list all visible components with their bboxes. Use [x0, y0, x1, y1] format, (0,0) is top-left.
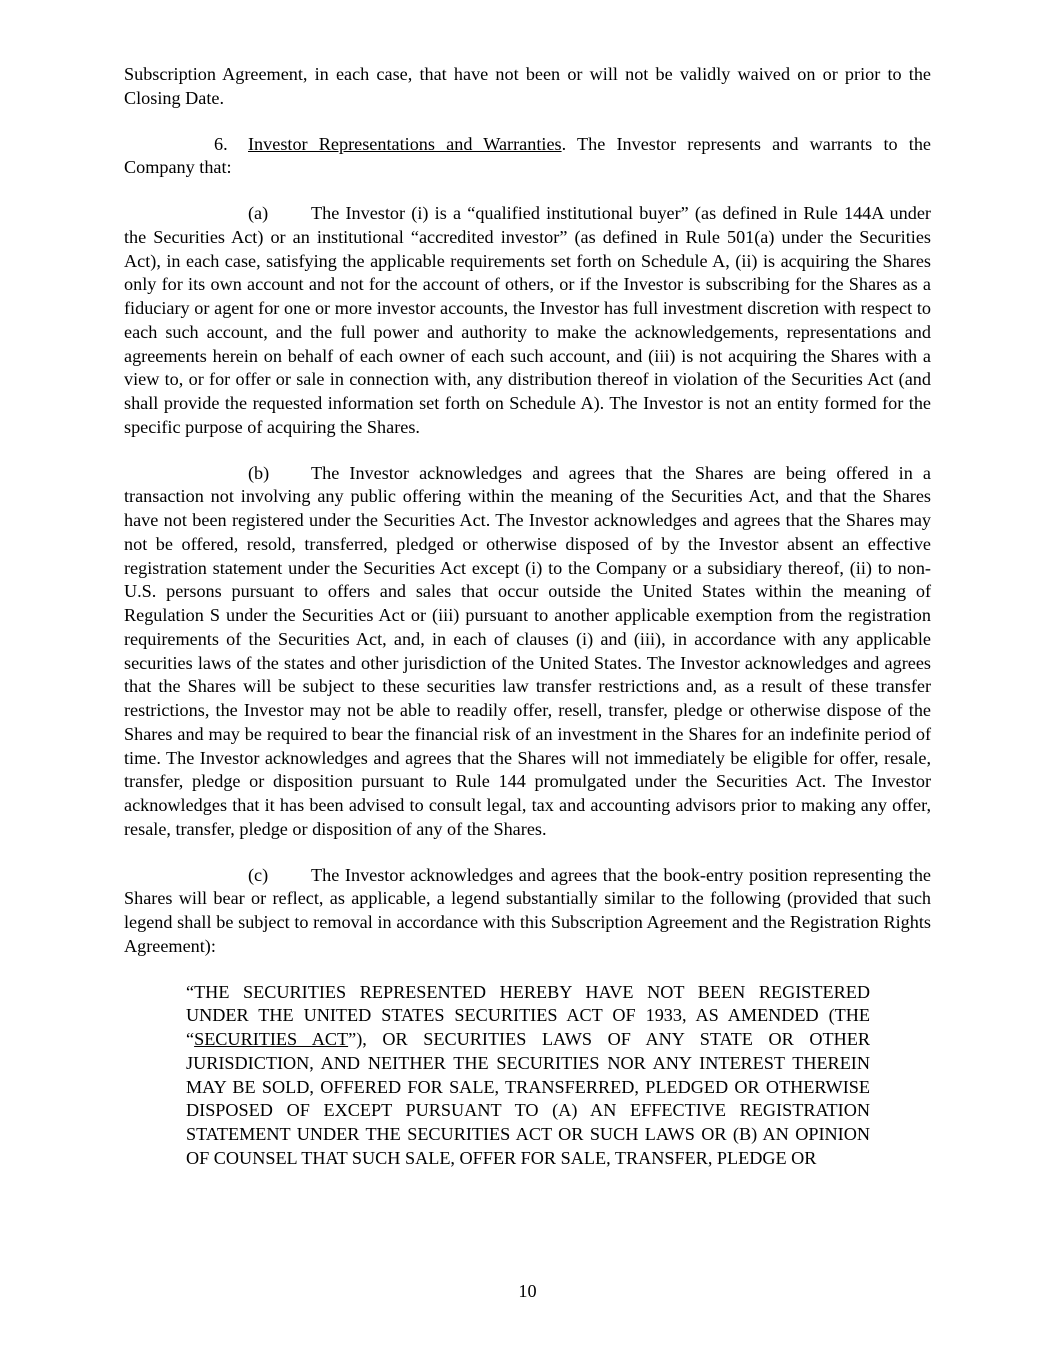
- clause-b-label: (b): [248, 462, 270, 483]
- clause-c-label: (c): [248, 864, 269, 885]
- continuation-paragraph: Subscription Agreement, in each case, that have not been or will not be validly waived on or prior to the Closing Date.: [124, 64, 931, 108]
- clause-c-text: The Investor acknowledges and agrees that the book-entry position representing the Shares will bear or reflect, as applicable, a legend substantially similar to the following (provided that such legend shall be subject to removal in accordance with this Subscription Agreement and the Registration Rights Agreement):: [124, 864, 931, 956]
- clause-c-paragraph: [124, 864, 931, 959]
- section-intro: . The Investor represents and warrants to the Company that:: [124, 133, 932, 178]
- page-number: 10: [518, 1281, 537, 1301]
- document-page: [124, 63, 931, 1171]
- clause-b-paragraph: [124, 462, 931, 842]
- legend-text-after: ”), OR SECURITIES LAWS OF ANY STATE OR OTHER JURISDICTION, AND NEITHER THE SECURITIES NOR ANY INTEREST THEREIN MAY BE SOLD, OFFERED FOR SALE, TRANSFERRED, PLEDGED OR OTHERWISE DISPOSED OF EXCEPT PURSUANT TO (A) AN EFFECTIVE REGISTRATION STATEMENT UNDER THE SECURITIES ACT OR SUCH LAWS OR (B) AN OPINION OF COUNSEL THAT SUCH SALE, OFFER FOR SALE, TRANSFER, PLEDGE OR: [186, 1029, 870, 1168]
- legend-text-before: “THE SECURITIES REPRESENTED HEREBY HAVE NOT BEEN REGISTERED UNDER THE UNITED STATES SECURITIES ACT OF 1933, AS AMENDED (THE “: [186, 981, 870, 1049]
- clause-a-text: The Investor (i) is a “qualified institutional buyer” (as defined in Rule 144A under the Securities Act) or an institutional “accredited investor” (as defined in Rule 501(a) under the Securities Act), in each case, satisfying the applicable requirements set forth on Schedule A, (ii) is acquiring the Shares only for its own account and not for the account of others, or if the Investor is subscribing for the Shares as a fiduciary or agent for one or more investor accounts, the Investor has full investment discretion with respect to each such account, and the full power and authority to make the acknowledgements, representations and agreements herein on behalf of each owner of each such account, and (iii) is not acquiring the Shares with a view to, or for offer or sale in connection with, any distribution thereof in violation of the Securities Act (and shall provide the requested information set forth on Schedule A). The Investor is not an entity formed for the specific purpose of acquiring the Shares.: [124, 203, 931, 437]
- section-heading: Investor Representations and Warranties: [248, 133, 562, 154]
- clause-a-label: (a): [248, 203, 269, 223]
- section-number: 6.: [214, 133, 228, 154]
- legend-defined-term: SECURITIES ACT: [194, 1029, 349, 1049]
- clause-a-paragraph: [124, 202, 931, 440]
- clause-b-text: The Investor acknowledges and agrees that the Shares are being offered in a transaction not involving any public offering within the meaning of the Securities Act, and that the Shares have not been registered under the Securities Act. The Investor acknowledges and agrees that the Shares may not be offered, resold, transferred, pledged or otherwise disposed of by the Investor absent an effective registration statement under the Securities Act except (i) to the Company or a subsidiary thereof, (ii) to non-U.S. persons pursuant to offers and sales that occur outside the United States within the meaning of Regulation S under the Securities Act or (iii) pursuant to another applicable exemption from the registration requirements of the Securities Act, and, in each of clauses (i) and (iii), in accordance with any applicable securities laws of the states and other jurisdiction of the United States. The Investor acknowledges and agrees that the Shares will be subject to these securities law transfer restrictions and, as a result of these transfer restrictions, the Investor may not be able to readily offer, resell, transfer, pledge or otherwise dispose of the Shares and may be required to bear the financial risk of an investment in the Shares for an indefinite period of time. The Investor acknowledges and agrees that the Shares will not immediately be eligible for offer, resale, transfer, pledge or disposition pursuant to Rule 144 promulgated under the Securities Act. The Investor acknowledges that it has been advised to consult legal, tax and accounting advisors prior to making any offer, resale, transfer, pledge or disposition of any of the Shares.: [124, 462, 931, 839]
- section-6-paragraph: [124, 133, 931, 181]
- securities-legend: [186, 981, 870, 1171]
